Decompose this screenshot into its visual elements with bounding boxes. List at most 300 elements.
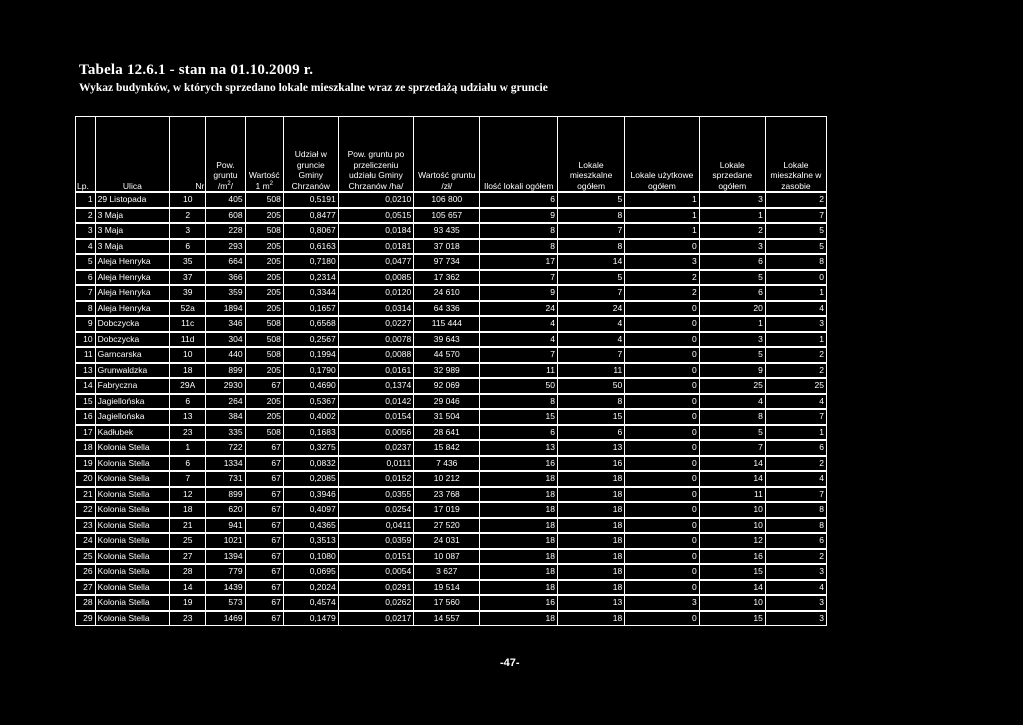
- cell-wartosc-gruntu: 17 019: [414, 502, 480, 518]
- cell-ilosc-lokali: 8: [480, 223, 558, 239]
- cell-pow-gruntu: 366: [206, 270, 245, 286]
- cell-pow-gruntu: 384: [206, 409, 245, 425]
- cell-lokale-uzytkowe: 0: [625, 518, 699, 534]
- cell-lokale-uzytkowe: 0: [625, 239, 699, 255]
- cell-pow-po-przeliczeniu: 0,0152: [338, 471, 414, 487]
- header-pow-line1: Pow.: [216, 159, 235, 170]
- cell-lokale-uzytkowe: 0: [625, 487, 699, 503]
- cell-nr: 52a: [170, 301, 206, 317]
- cell-nr: 14: [170, 580, 206, 596]
- cell-pow-po-przeliczeniu: 0,0291: [338, 580, 414, 596]
- cell-wartosc-gruntu: 17 362: [414, 270, 480, 286]
- cell-udzial: 0,2024: [283, 580, 338, 596]
- table-row: [76, 595, 827, 611]
- cell-pow-gruntu: 779: [206, 564, 245, 580]
- cell-lokale-sprzedane: 6: [699, 254, 765, 270]
- cell-lokale-w-zasobie: 25: [765, 378, 826, 394]
- cell-lokale-sprzedane: 20: [699, 301, 765, 317]
- cell-lokale-w-zasobie: 7: [765, 208, 826, 224]
- cell-lokale-uzytkowe: 0: [625, 378, 699, 394]
- cell-lp: 18: [76, 440, 96, 456]
- cell-lokale-mieszkalne: 18: [557, 487, 624, 503]
- cell-lokale-mieszkalne: 11: [557, 363, 624, 379]
- cell-lokale-mieszkalne: 18: [557, 502, 624, 518]
- cell-ulica: Kolonia Stella: [95, 471, 169, 487]
- cell-lokale-uzytkowe: 0: [625, 549, 699, 565]
- cell-pow-po-przeliczeniu: 0,0355: [338, 487, 414, 503]
- cell-lokale-w-zasobie: 2: [765, 363, 826, 379]
- cell-nr: 2: [170, 208, 206, 224]
- cell-ulica: Kolonia Stella: [95, 456, 169, 472]
- cell-lokale-mieszkalne: 18: [557, 533, 624, 549]
- cell-ilosc-lokali: 18: [480, 549, 558, 565]
- cell-pow-gruntu: 346: [206, 316, 245, 332]
- cell-nr: 28: [170, 564, 206, 580]
- cell-ilosc-lokali: 18: [480, 502, 558, 518]
- cell-nr: 3: [170, 223, 206, 239]
- cell-ulica: 29 Listopada: [95, 192, 169, 208]
- cell-lp: 6: [76, 270, 96, 286]
- cell-lokale-mieszkalne: 7: [557, 347, 624, 363]
- cell-pow-gruntu: 293: [206, 239, 245, 255]
- table-row: [76, 456, 827, 472]
- cell-lokale-uzytkowe: 0: [625, 332, 699, 348]
- cell-pow-po-przeliczeniu: 0,0210: [338, 192, 414, 208]
- cell-wartosc-gruntu: 37 018: [414, 239, 480, 255]
- header-wart-line1: Wartość: [248, 170, 280, 180]
- cell-udzial: 0,4097: [283, 502, 338, 518]
- cell-nr: 23: [170, 611, 206, 626]
- cell-lokale-uzytkowe: 3: [625, 254, 699, 270]
- cell-ilosc-lokali: 16: [480, 595, 558, 611]
- cell-wartosc-1m2: 205: [245, 239, 283, 255]
- cell-lp: 27: [76, 580, 96, 596]
- table-row: [76, 316, 827, 332]
- cell-pow-po-przeliczeniu: 0,0154: [338, 409, 414, 425]
- cell-pow-po-przeliczeniu: 0,0056: [338, 425, 414, 441]
- cell-lokale-uzytkowe: 0: [625, 301, 699, 317]
- cell-pow-gruntu: 899: [206, 487, 245, 503]
- cell-lokale-w-zasobie: 1: [765, 425, 826, 441]
- cell-wartosc-1m2: 508: [245, 192, 283, 208]
- cell-nr: 35: [170, 254, 206, 270]
- cell-lokale-sprzedane: 6: [699, 285, 765, 301]
- cell-nr: 23: [170, 425, 206, 441]
- table-row: [76, 471, 827, 487]
- cell-lokale-uzytkowe: 2: [625, 270, 699, 286]
- cell-udzial: 0,5367: [283, 394, 338, 410]
- table-row: [76, 239, 827, 255]
- cell-wartosc-gruntu: 32 989: [414, 363, 480, 379]
- cell-udzial: 0,3513: [283, 533, 338, 549]
- cell-nr: 11c: [170, 316, 206, 332]
- cell-ilosc-lokali: 18: [480, 471, 558, 487]
- table-title: Tabela 12.6.1 - stan na 01.10.2009 r.: [79, 62, 314, 78]
- cell-wartosc-1m2: 67: [245, 580, 283, 596]
- cell-lp: 1: [76, 192, 96, 208]
- cell-ulica: Kolonia Stella: [95, 533, 169, 549]
- header-nr: Nr: [170, 117, 206, 193]
- cell-lokale-mieszkalne: 8: [557, 239, 624, 255]
- table-row: [76, 440, 827, 456]
- cell-ilosc-lokali: 18: [480, 580, 558, 596]
- cell-pow-gruntu: 2930: [206, 378, 245, 394]
- cell-lokale-uzytkowe: 0: [625, 564, 699, 580]
- cell-lp: 17: [76, 425, 96, 441]
- cell-nr: 6: [170, 456, 206, 472]
- header-lokale-uzytkowe: Lokale użytkowe ogółem: [625, 117, 699, 193]
- cell-lokale-mieszkalne: 16: [557, 456, 624, 472]
- cell-lokale-mieszkalne: 18: [557, 580, 624, 596]
- cell-udzial: 0,0832: [283, 456, 338, 472]
- cell-lokale-mieszkalne: 5: [557, 270, 624, 286]
- cell-lp: 10: [76, 332, 96, 348]
- cell-lokale-mieszkalne: 13: [557, 595, 624, 611]
- cell-udzial: 0,3946: [283, 487, 338, 503]
- cell-udzial: 0,3275: [283, 440, 338, 456]
- cell-lokale-w-zasobie: 8: [765, 502, 826, 518]
- cell-pow-po-przeliczeniu: 0,0184: [338, 223, 414, 239]
- cell-udzial: 0,7180: [283, 254, 338, 270]
- table-body: [76, 192, 827, 626]
- cell-pow-po-przeliczeniu: 0,0088: [338, 347, 414, 363]
- cell-lp: 28: [76, 595, 96, 611]
- cell-lokale-sprzedane: 4: [699, 394, 765, 410]
- cell-ilosc-lokali: 18: [480, 564, 558, 580]
- cell-ilosc-lokali: 7: [480, 347, 558, 363]
- cell-lokale-w-zasobie: 2: [765, 347, 826, 363]
- header-pow-gruntu: [206, 117, 245, 193]
- table-row: [76, 332, 827, 348]
- cell-pow-gruntu: 620: [206, 502, 245, 518]
- header-lokale-mieszkalne: Lokale mieszkalne ogółem: [557, 117, 624, 193]
- header-pow-po-przeliczeniu: Pow. gruntu po przeliczeniu udziału Gminy Chrzanów /ha/: [338, 117, 414, 193]
- cell-lokale-sprzedane: 7: [699, 440, 765, 456]
- cell-lp: 7: [76, 285, 96, 301]
- cell-lokale-sprzedane: 15: [699, 611, 765, 626]
- cell-lokale-sprzedane: 9: [699, 363, 765, 379]
- cell-udzial: 0,4690: [283, 378, 338, 394]
- cell-nr: 18: [170, 363, 206, 379]
- table-row: [76, 363, 827, 379]
- cell-pow-po-przeliczeniu: 0,0142: [338, 394, 414, 410]
- header-lp: Lp.: [76, 117, 96, 193]
- header-ilosc-lokali: Ilość lokali ogółem: [480, 117, 558, 193]
- cell-wartosc-1m2: 508: [245, 425, 283, 441]
- cell-wartosc-1m2: 205: [245, 301, 283, 317]
- header-lokale-w-zasobie: Lokale mieszkalne w zasobie: [765, 117, 826, 193]
- cell-ilosc-lokali: 18: [480, 487, 558, 503]
- cell-wartosc-1m2: 205: [245, 285, 283, 301]
- cell-lokale-w-zasobie: 8: [765, 518, 826, 534]
- table-row: [76, 270, 827, 286]
- cell-pow-gruntu: 335: [206, 425, 245, 441]
- cell-lokale-uzytkowe: 0: [625, 363, 699, 379]
- cell-pow-po-przeliczeniu: 0,0227: [338, 316, 414, 332]
- table-row: [76, 425, 827, 441]
- cell-pow-gruntu: 1439: [206, 580, 245, 596]
- cell-lokale-mieszkalne: 18: [557, 471, 624, 487]
- cell-wartosc-1m2: 67: [245, 595, 283, 611]
- cell-wartosc-1m2: 67: [245, 564, 283, 580]
- cell-pow-gruntu: 1334: [206, 456, 245, 472]
- cell-nr: 10: [170, 192, 206, 208]
- cell-pow-po-przeliczeniu: 0,0237: [338, 440, 414, 456]
- cell-pow-po-przeliczeniu: 0,0085: [338, 270, 414, 286]
- cell-ulica: Aleja Henryka: [95, 285, 169, 301]
- cell-lokale-sprzedane: 3: [699, 239, 765, 255]
- cell-lokale-sprzedane: 14: [699, 580, 765, 596]
- cell-wartosc-1m2: 205: [245, 363, 283, 379]
- cell-pow-gruntu: 304: [206, 332, 245, 348]
- cell-wartosc-gruntu: 64 336: [414, 301, 480, 317]
- cell-lokale-mieszkalne: 24: [557, 301, 624, 317]
- cell-wartosc-gruntu: 106 800: [414, 192, 480, 208]
- cell-lokale-uzytkowe: 1: [625, 208, 699, 224]
- cell-lokale-sprzedane: 5: [699, 270, 765, 286]
- cell-lokale-uzytkowe: 3: [625, 595, 699, 611]
- cell-lokale-uzytkowe: 0: [625, 409, 699, 425]
- cell-lokale-mieszkalne: 18: [557, 518, 624, 534]
- cell-lp: 3: [76, 223, 96, 239]
- cell-lokale-sprzedane: 10: [699, 502, 765, 518]
- cell-ulica: Fabryczna: [95, 378, 169, 394]
- cell-udzial: 0,8477: [283, 208, 338, 224]
- table-row: [76, 285, 827, 301]
- cell-wartosc-gruntu: 29 046: [414, 394, 480, 410]
- cell-lokale-w-zasobie: 2: [765, 456, 826, 472]
- cell-nr: 6: [170, 394, 206, 410]
- cell-nr: 39: [170, 285, 206, 301]
- cell-udzial: 0,6568: [283, 316, 338, 332]
- cell-ilosc-lokali: 16: [480, 456, 558, 472]
- cell-lp: 21: [76, 487, 96, 503]
- table-row: [76, 347, 827, 363]
- cell-ilosc-lokali: 17: [480, 254, 558, 270]
- cell-ilosc-lokali: 18: [480, 611, 558, 626]
- cell-wartosc-gruntu: 23 768: [414, 487, 480, 503]
- table-row: [76, 549, 827, 565]
- cell-lokale-mieszkalne: 18: [557, 549, 624, 565]
- cell-udzial: 0,2085: [283, 471, 338, 487]
- cell-wartosc-1m2: 508: [245, 347, 283, 363]
- cell-lokale-mieszkalne: 15: [557, 409, 624, 425]
- cell-ilosc-lokali: 6: [480, 425, 558, 441]
- cell-ilosc-lokali: 8: [480, 239, 558, 255]
- cell-pow-po-przeliczeniu: 0,0254: [338, 502, 414, 518]
- cell-wartosc-1m2: 205: [245, 409, 283, 425]
- cell-lokale-uzytkowe: 0: [625, 440, 699, 456]
- cell-lp: 8: [76, 301, 96, 317]
- cell-ilosc-lokali: 4: [480, 332, 558, 348]
- table-subtitle: Wykaz budynków, w których sprzedano lokale mieszkalne wraz ze sprzedażą udziału w gruncie: [79, 82, 548, 94]
- cell-ilosc-lokali: 24: [480, 301, 558, 317]
- cell-lp: 22: [76, 502, 96, 518]
- cell-wartosc-gruntu: 31 504: [414, 409, 480, 425]
- cell-ulica: Kolonia Stella: [95, 564, 169, 580]
- cell-lokale-w-zasobie: 2: [765, 192, 826, 208]
- cell-ilosc-lokali: 9: [480, 285, 558, 301]
- cell-lokale-sprzedane: 3: [699, 192, 765, 208]
- cell-wartosc-gruntu: 10 212: [414, 471, 480, 487]
- header-pow-unit: /m: [217, 180, 228, 191]
- cell-wartosc-gruntu: 14 557: [414, 611, 480, 626]
- table-row: [76, 533, 827, 549]
- cell-wartosc-1m2: 67: [245, 533, 283, 549]
- cell-pow-gruntu: 941: [206, 518, 245, 534]
- cell-lokale-mieszkalne: 8: [557, 208, 624, 224]
- cell-wartosc-1m2: 67: [245, 487, 283, 503]
- cell-lp: 19: [76, 456, 96, 472]
- cell-wartosc-gruntu: 24 031: [414, 533, 480, 549]
- table-row: [76, 301, 827, 317]
- cell-lokale-w-zasobie: 4: [765, 580, 826, 596]
- cell-lp: 15: [76, 394, 96, 410]
- table-header-row: [76, 117, 827, 193]
- cell-ulica: 3 Maja: [95, 239, 169, 255]
- cell-nr: 25: [170, 533, 206, 549]
- cell-lp: 14: [76, 378, 96, 394]
- cell-lokale-w-zasobie: 1: [765, 285, 826, 301]
- cell-lokale-uzytkowe: 0: [625, 502, 699, 518]
- cell-udzial: 0,3344: [283, 285, 338, 301]
- cell-lokale-mieszkalne: 4: [557, 316, 624, 332]
- cell-ulica: Kolonia Stella: [95, 595, 169, 611]
- cell-lokale-sprzedane: 25: [699, 378, 765, 394]
- cell-lokale-uzytkowe: 0: [625, 456, 699, 472]
- cell-pow-gruntu: 1394: [206, 549, 245, 565]
- cell-pow-gruntu: 228: [206, 223, 245, 239]
- header-wart-sup: 2: [269, 180, 273, 187]
- cell-pow-gruntu: 440: [206, 347, 245, 363]
- cell-lokale-mieszkalne: 5: [557, 192, 624, 208]
- cell-ulica: 3 Maja: [95, 223, 169, 239]
- cell-wartosc-gruntu: 105 657: [414, 208, 480, 224]
- cell-nr: 19: [170, 595, 206, 611]
- cell-lokale-uzytkowe: 0: [625, 425, 699, 441]
- header-wart-unit: 1 m: [255, 180, 270, 191]
- cell-lokale-sprzedane: 5: [699, 347, 765, 363]
- cell-ulica: Kolonia Stella: [95, 440, 169, 456]
- cell-pow-gruntu: 264: [206, 394, 245, 410]
- cell-lokale-mieszkalne: 8: [557, 394, 624, 410]
- cell-lokale-w-zasobie: 8: [765, 254, 826, 270]
- cell-lokale-uzytkowe: 0: [625, 394, 699, 410]
- cell-nr: 6: [170, 239, 206, 255]
- cell-ilosc-lokali: 50: [480, 378, 558, 394]
- cell-lokale-sprzedane: 16: [699, 549, 765, 565]
- cell-lokale-sprzedane: 12: [699, 533, 765, 549]
- cell-lokale-w-zasobie: 4: [765, 471, 826, 487]
- cell-wartosc-gruntu: 39 643: [414, 332, 480, 348]
- cell-nr: 10: [170, 347, 206, 363]
- cell-lokale-uzytkowe: 1: [625, 192, 699, 208]
- cell-lokale-sprzedane: 10: [699, 595, 765, 611]
- cell-wartosc-gruntu: 10 087: [414, 549, 480, 565]
- cell-udzial: 0,4365: [283, 518, 338, 534]
- cell-nr: 27: [170, 549, 206, 565]
- cell-wartosc-1m2: 508: [245, 223, 283, 239]
- cell-wartosc-1m2: 67: [245, 549, 283, 565]
- cell-lokale-w-zasobie: 6: [765, 533, 826, 549]
- cell-ilosc-lokali: 7: [480, 270, 558, 286]
- cell-ulica: Jagiellońska: [95, 394, 169, 410]
- table-row: [76, 611, 827, 626]
- cell-lokale-w-zasobie: 4: [765, 394, 826, 410]
- cell-lokale-sprzedane: 10: [699, 518, 765, 534]
- cell-ulica: Grunwaldzka: [95, 363, 169, 379]
- cell-lokale-w-zasobie: 7: [765, 487, 826, 503]
- cell-lokale-uzytkowe: 0: [625, 316, 699, 332]
- cell-ilosc-lokali: 18: [480, 518, 558, 534]
- cell-ilosc-lokali: 18: [480, 533, 558, 549]
- header-wart-line2: [248, 181, 281, 192]
- cell-udzial: 0,1479: [283, 611, 338, 626]
- cell-udzial: 0,8067: [283, 223, 338, 239]
- cell-wartosc-gruntu: 19 514: [414, 580, 480, 596]
- cell-wartosc-gruntu: 27 520: [414, 518, 480, 534]
- cell-wartosc-1m2: 67: [245, 611, 283, 626]
- cell-ilosc-lokali: 8: [480, 394, 558, 410]
- cell-pow-gruntu: 1469: [206, 611, 245, 626]
- cell-lokale-w-zasobie: 0: [765, 270, 826, 286]
- cell-lokale-uzytkowe: 0: [625, 580, 699, 596]
- table-row: [76, 223, 827, 239]
- cell-pow-po-przeliczeniu: 0,0078: [338, 332, 414, 348]
- table-row: [76, 394, 827, 410]
- cell-udzial: 0,1080: [283, 549, 338, 565]
- cell-nr: 1: [170, 440, 206, 456]
- header-pow-line2: gruntu: [213, 170, 238, 180]
- cell-lokale-w-zasobie: 3: [765, 595, 826, 611]
- cell-ulica: Kolonia Stella: [95, 487, 169, 503]
- cell-wartosc-1m2: 508: [245, 316, 283, 332]
- cell-wartosc-gruntu: 115 444: [414, 316, 480, 332]
- cell-lp: 20: [76, 471, 96, 487]
- cell-lp: 25: [76, 549, 96, 565]
- cell-pow-gruntu: 1894: [206, 301, 245, 317]
- cell-nr: 21: [170, 518, 206, 534]
- cell-lp: 26: [76, 564, 96, 580]
- cell-ilosc-lokali: 4: [480, 316, 558, 332]
- cell-ilosc-lokali: 6: [480, 192, 558, 208]
- cell-wartosc-1m2: 67: [245, 378, 283, 394]
- table-row: [76, 487, 827, 503]
- cell-wartosc-1m2: 205: [245, 254, 283, 270]
- cell-wartosc-gruntu: 3 627: [414, 564, 480, 580]
- cell-udzial: 0,5191: [283, 192, 338, 208]
- cell-wartosc-gruntu: 44 570: [414, 347, 480, 363]
- header-wartosc-gruntu: Wartość gruntu /zł/: [414, 117, 480, 193]
- cell-wartosc-1m2: 67: [245, 518, 283, 534]
- cell-udzial: 0,2314: [283, 270, 338, 286]
- cell-pow-gruntu: 664: [206, 254, 245, 270]
- cell-lokale-uzytkowe: 0: [625, 471, 699, 487]
- header-lokale-sprzedane: Lokale sprzedane ogółem: [699, 117, 765, 193]
- cell-udzial: 0,4574: [283, 595, 338, 611]
- cell-ulica: Kadłubek: [95, 425, 169, 441]
- cell-lokale-uzytkowe: 0: [625, 533, 699, 549]
- cell-lp: 16: [76, 409, 96, 425]
- cell-lp: 5: [76, 254, 96, 270]
- table-row: [76, 502, 827, 518]
- cell-udzial: 0,6163: [283, 239, 338, 255]
- cell-udzial: 0,1994: [283, 347, 338, 363]
- cell-udzial: 0,4002: [283, 409, 338, 425]
- cell-pow-po-przeliczeniu: 0,0359: [338, 533, 414, 549]
- cell-pow-po-przeliczeniu: 0,0120: [338, 285, 414, 301]
- cell-lokale-sprzedane: 3: [699, 332, 765, 348]
